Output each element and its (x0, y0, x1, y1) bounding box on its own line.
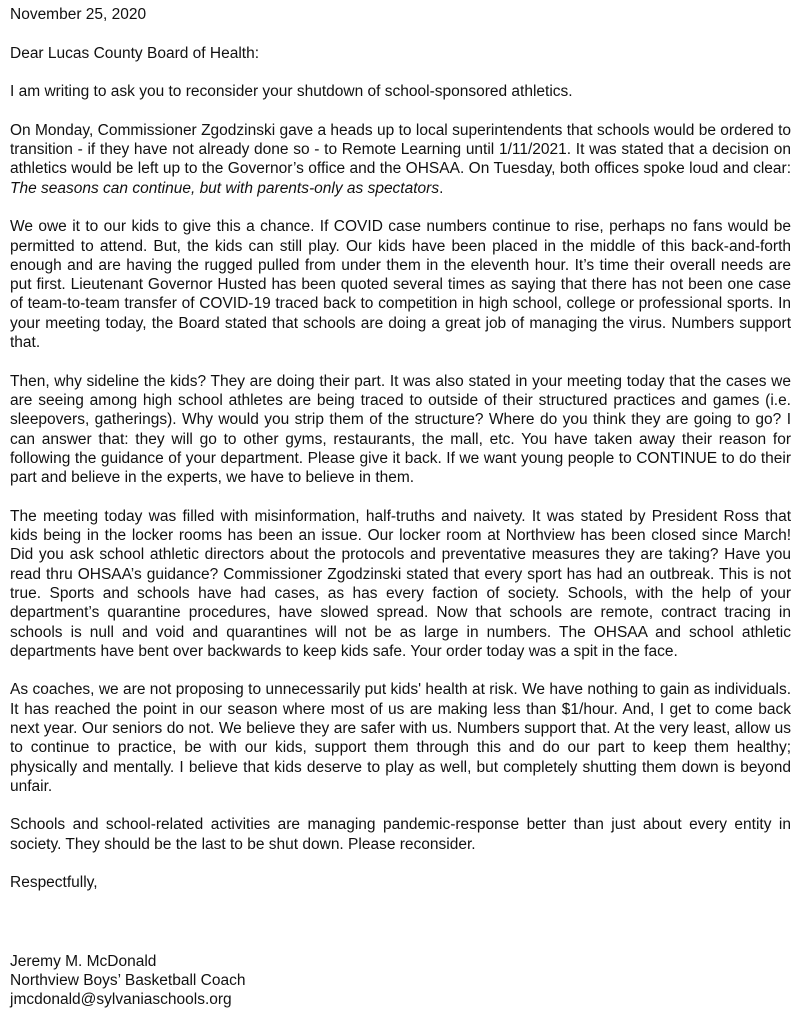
paragraph-monday-end: . (439, 179, 444, 197)
paragraph-monday-text: On Monday, Commissioner Zgodzinski gave a heads up to local superintendents that schools would be ordered to transition - if they have not already done so - to Remote Learning until 1/11/2021. It was stated that a decision on athletics would be left up to the Governor’s office and the OHSAA. On Tuesday, both offices spoke loud and clear: (10, 121, 791, 178)
paragraph-intro: I am writing to ask you to reconsider your shutdown of school-sponsored athletics. (10, 83, 573, 101)
letter-date: November 25, 2020 (10, 6, 147, 23)
salutation: Dear Lucas County Board of Health: (10, 44, 259, 62)
letter (10, 5, 791, 1010)
closing: Respectfully, (10, 874, 98, 892)
paragraph-reconsider: Schools and school-related activities are managing pandemic-response better than just about every entity in society. They should be the last to be shut down. Please reconsider. (10, 816, 791, 853)
signature-email: jmcdonald@sylvaniaschools.org (10, 991, 232, 1009)
signature-block (10, 952, 791, 1010)
paragraph-sideline: Then, why sideline the kids? They are doing their part. It was also stated in your meeting today that the cases we are seeing among high school athletes are being traced to outside of their structured practices and games (i.e. sleepovers, gatherings). Why would you strip them of the structure? Where do you think they are going to go? I can answer that: they will go to other gyms, restaurants, the mall, etc. You have taken away their reason for following the guidance of your department. Please give it back. If we want young people to CONTINUE to do their part and believe in the experts, we have to believe in them. (10, 372, 791, 487)
paragraph-monday (10, 121, 791, 198)
paragraph-coaches: As coaches, we are not proposing to unnecessarily put kids' health at risk. We have nothing to gain as individuals. It has reached the point in our season where most of us are making less than $1/hour. And, I get to come back next year. Our seniors do not. We believe they are safer with us. Numbers support that. At the very least, allow us to continue to practice, be with our kids, support them through this and do our part to keep them healthy; physically and mentally. I believe that kids deserve to play as well, but completely shutting them down is beyond unfair. (10, 681, 791, 795)
paragraph-misinformation: The meeting today was filled with misinformation, half-truths and naivety. It was stated by President Ross that kids being in the locker rooms has been an issue. Our locker room at Northview has been closed since March! Did you ask school athletic directors about the protocols and preventative measures they are taking? Have you read thru OHSAA’s guidance? Commissioner Zgodzinski stated that every sport has had an outbreak. This is not true. Sports and schools have had cases, as has every faction of society. Schools, with the help of your department’s quarantine procedures, have slowed spread. Now that schools are remote, contract tracing in schools is null and void and quarantines will not be as large in numbers. The OHSAA and school athletic departments have bent over backwards to keep kids safe. Your order today was a spit in the face. (10, 507, 791, 660)
paragraph-give-chance: We owe it to our kids to give this a chance. If COVID case numbers continue to rise, perhaps no fans would be permitted to attend. But, the kids can still play. Our kids have been placed in the middle of this back-and-forth enough and are having the rugged pulled from under them in the eleventh hour. It’s time their overall needs are put first. Lieutenant Governor Husted has been quoted several times as saying that there has not been one case of team-to-team transfer of COVID-19 traced back to competition in high school, college or professional sports. In your meeting today, the Board stated that schools are doing a great job of managing the virus. Numbers support that. (10, 218, 791, 352)
quote-seasons-continue: The seasons can continue, but with parents-only as spectators (10, 179, 440, 197)
signature-title: Northview Boys’ Basketball Coach (10, 971, 246, 989)
signature-name: Jeremy M. McDonald (10, 952, 157, 970)
